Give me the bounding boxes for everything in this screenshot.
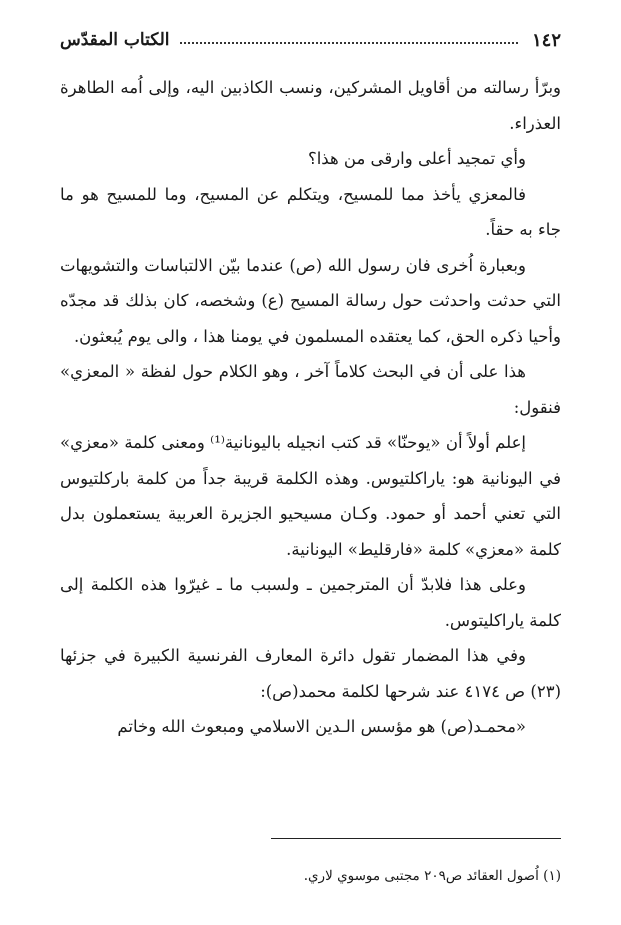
paragraph: وعلى هذا فلابدّ أن المترجمين ـ ولسبب ما ـ غيرّوا هذه الكلمة إلى كلمة ياراكليتوس. bbox=[60, 575, 561, 630]
paragraph: وبرّأ رسالته من أقاويل المشركين، ونسب الكاذبين اليه، وإلى اُمه الطاهرة العذراء. bbox=[60, 78, 561, 133]
paragraph: وأي تمجيد أعلى وارقى من هذا؟ bbox=[307, 149, 526, 168]
footnote-divider bbox=[271, 838, 561, 839]
paragraph: هذا على أن في البحث كلاماً آخر ، وهو الكلام حول لفظة « المعزي» فنقول: bbox=[60, 362, 561, 417]
paragraph: وفي هذا المضمار تقول دائرة المعارف الفرنسية الكبيرة في جزئها (٢٣) ص ٤١٧٤ عند شرحها لكلمة محمد(ص): bbox=[60, 646, 561, 701]
paragraph: فالمعزي يأخذ مما للمسيح، ويتكلم عن المسيح، وما للمسيح هو ما جاء به حقاً. bbox=[60, 184, 561, 239]
page-number: ١٤٢ bbox=[531, 29, 561, 51]
footnote: (١) اُصول العقائد ص٢٠٩ مجتبى موسوي لاري. bbox=[303, 868, 561, 884]
running-header bbox=[60, 27, 561, 53]
header-leader-dots bbox=[180, 42, 518, 44]
body-text bbox=[60, 70, 561, 745]
paragraph: وبعبارة اُخرى فان رسول الله (ص) عندما بيّن الالتباسات والتشويهات التي حدثت واحدثت حول رسالة المسيح (ع) وشخصه، كان بذلك قد مجدّه وأحيا ذكره الحق، كما يعتقده المسلمون في يومنا هذا ، والى يوم يُبعثون. bbox=[60, 255, 561, 346]
paragraph: إعلم أولاً أن «يوحنّا» قد كتب انجيله باليونانية⁽¹⁾ ومعنى كلمة «معزي» في اليونانية هو: ياراكلتيوس. وهذه الكلمة قريبة جداً من كلمة باركلتيوس التي تعني أحمد أو حمود. وكـان مسيحيو الجزيرة العربية يستعملون بدل كلمة «معزي» كلمة «فارقليط» اليونانية. bbox=[60, 433, 561, 559]
running-title: الكتاب المقدّس bbox=[60, 30, 170, 50]
paragraph: «محمـد(ص) هو مؤسس الـدين الاسلامي ومبعوث الله وخاتم bbox=[117, 717, 526, 736]
